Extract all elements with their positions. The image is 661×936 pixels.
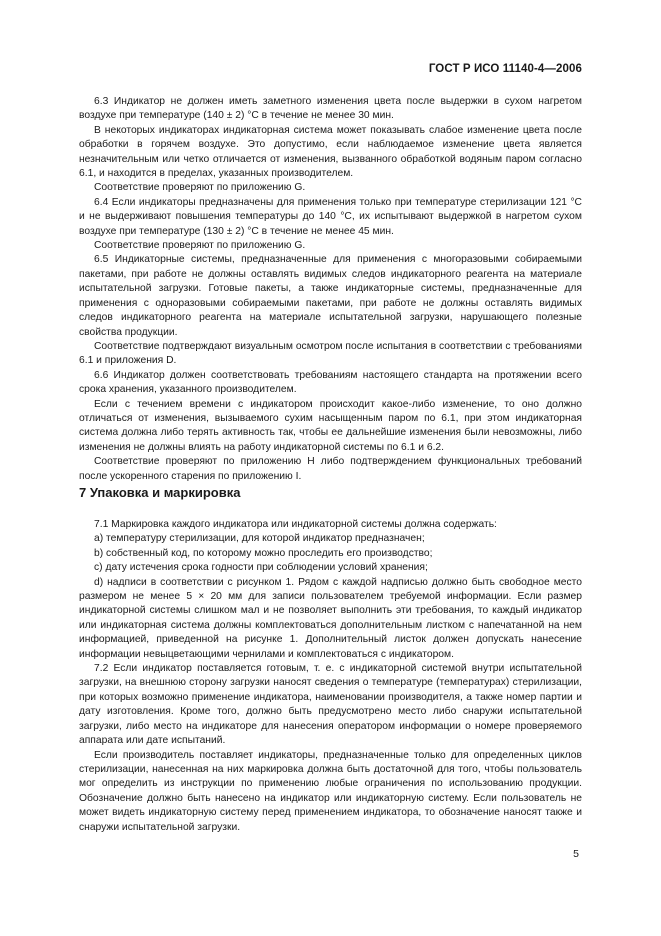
paragraph: Если производитель поставляет индикаторы, предназначенные только для определенных циклов стерилизации, нанесенная на них маркировка должна быть достаточной для того, чтобы пользователь мог определить из инструкции по применению любые ограничения по использованию продукции. Обозначение должно быть нанесено на индикатор или индикаторную систему. Если пользователь не может видеть индикаторную систему перед применением индикатора, то обозначение наносят также и снаружи испытательной загрузки. <box>79 749 582 833</box>
paragraph: 6.3 Индикатор не должен иметь заметного изменения цвета после выдержки в сухом нагретом воздухе при температуре (140 ± 2) °С в течение не менее 30 мин. <box>79 96 582 122</box>
paragraph: 6.4 Если индикаторы предназначены для применения только при температуре стерилизации 121 °С и не выдерживают повышения температуры до 140 °С, их испытывают выдержкой в нагретом сухом воздухе при температуре (130 ± 2) °С в течение не менее 45 мин. <box>79 196 582 237</box>
list-item: b) собственный код, по которому можно проследить его производство; <box>94 547 433 559</box>
list-item: c) дату истечения срока годности при соблюдении условий хранения; <box>94 562 428 574</box>
paragraph: Соответствие подтверждают визуальным осмотром после испытания в соответствии с требованиями 6.1 и приложения D. <box>79 340 582 367</box>
page-number: 5 <box>573 848 579 860</box>
paragraph: Соответствие проверяют по приложению Н либо подтверждением функциональных требований после ускоренного старения по приложению I. <box>79 456 582 482</box>
paragraph: Соответствие проверяют по приложению G. <box>94 182 306 194</box>
paragraph: Соответствие проверяют по приложению G. <box>94 240 306 252</box>
paragraph: Если с течением времени с индикатором происходит какое-либо изменение, то оно должно отличаться от изменения, вызываемого сухим насыщенным паром по 6.1, при этом индикаторная система должна либо терять активность так, чтобы ее дальнейшие изменения были невозможны, либо изменения не должны влиять на работу индикаторной системы по 6.1 и 6.2. <box>79 398 582 453</box>
list-item: d) надписи в соответствии с рисунком 1. Рядом с каждой надписью должно быть свободное место размером не менее 5 × 20 мм для записи пользователем требуемой информации. Если размер индикаторной системы слишком мал и не позволяет выполнить эти требования, то каждый индикатор или индикаторная система должны комплектоваться дополнительным листком с напечатанной на нем информацией, приведенной на рисунке 1. Дополнительный листок должен допускать нанесение информации невыцветающими чернилами и комплектоваться с индикатором. <box>79 576 582 660</box>
section-6-continuation <box>79 95 582 484</box>
list-item: a) температуру стерилизации, для которой индикатор предназначен; <box>94 533 425 545</box>
paragraph: В некоторых индикаторах индикаторная система может показывать слабое изменение цвета после обработки в горячем воздухе. Это допустимо, если наблюдаемое изменение цвета является незначительным или четко отличается от изменения, вызванного обработкой водяным паром согласно 6.1, и находится в пределах, указанных производителем. <box>79 124 582 180</box>
paragraph: 7.1 Маркировка каждого индикатора или индикаторной системы должна содержать: <box>94 519 497 530</box>
section-7-title: 7 Упаковка и маркировка <box>79 485 241 500</box>
paragraph: 7.2 Если индикатор поставляется готовым, т. е. с индикаторной системой внутри испытательной загрузки, на внешнюю сторону загрузки наносят сведения о температуре (температурах) стерилизации, при которых возможно применение индикатора, наименовании производителя, а также номер партии и дату изготовления. Кроме того, должно быть предусмотрено место либо снаружи испытательной загрузки, либо место на индикаторе для нанесения оператором информации о номере проверяемого аппарата или дате испытаний. <box>79 663 582 747</box>
section-7-body <box>79 518 582 835</box>
paragraph: 6.6 Индикатор должен соответствовать требованиям настоящего стандарта на протяжении всего срока хранения, указанного производителем. <box>79 369 582 396</box>
standard-header: ГОСТ Р ИСО 11140-4—2006 <box>428 63 582 75</box>
paragraph: 6.5 Индикаторные системы, предназначенные для применения с многоразовыми собираемыми пакетами, при работе не должны оставлять видимых следов индикаторного реагента на материале испытательной загрузки. Готовые пакеты, а также индикаторные системы, предназначенные для применения с одноразовыми собираемыми пакетами, при работе не должны оставлять видимых следов индикаторного реагента на материале испытательной загрузки, нарушающего полезные свойства продукции. <box>79 254 582 338</box>
